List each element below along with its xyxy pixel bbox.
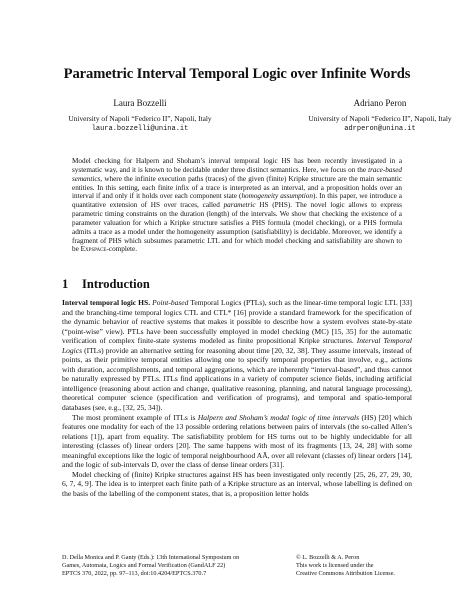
section-heading: [62, 277, 412, 292]
section-title: Introduction: [82, 277, 150, 291]
body-paragraph: The most prominent example of ITLs is Halpern and Shoham’s modal logic of time intervals (HS) [20] which features one modality for each of the 13 possible ordering relations between pairs of intervals (the so-called Allen’s relations [1]), apart from equality. The satisfiability problem for HS turns out to be highly undecidable for all interesting (classes of) linear orders [20]. The same happens with most of its fragments [13, 24, 28] with some meaningful exceptions like the logic of temporal neighbourhood AĀ, over all relevant (classes of) linear orders [14], and the logic of sub-intervals D, over the class of dense linear orders [31].: [62, 412, 412, 470]
author-email: laura.bozzelli@unina.it: [91, 125, 189, 133]
author-name: Adriano Peron: [353, 98, 407, 108]
author-block-2: [260, 98, 474, 135]
paper-title: Parametric Interval Temporal Logic over Infinite Words: [63, 66, 411, 82]
author-email: adrperon@unina.it: [344, 125, 416, 133]
footer-publication-info: D. Della Monica and P. Ganty (Eds.): 13th International Symposium on Games, Automata, Logics and Formal Verification (GandALF 22) EPTCS 370, 2022, pp. 97–113, doi:10.4204/EPTCS.370.7: [62, 554, 240, 577]
author-name: Laura Bozzelli: [113, 98, 167, 108]
body-paragraph: Model checking of (finite) Kripke structures against HS has been investigated only recently [25, 26, 27, 29, 30, 6, 7, 4, 9]. The idea is to interpret each finite path of a Kripke structure as an interval, whose labelling is defined on the basis of the labelling of the component states, that is, a proposition letter holds: [62, 469, 412, 498]
body-paragraph: Interval temporal logic HS. Point-based Temporal Logics (PTLs), such as the linear-time temporal logic LTL [33] and the branching-time temporal logics CTL and CTL* [16] provide a standard framework for the specification of the dynamic behavior of reactive systems that makes it possible to describe how a system evolves state-by-state (“point-wise” view). PTLs have been successfully employed in model checking (MC) [15, 35] for the automatic verification of complex finite-state systems modeled as finite propositional Kripke structures. Interval Temporal Logics (ITLs) provide an alternative setting for reasoning about time [20, 32, 38]. They assume intervals, instead of points, as their primitive temporal entities allowing one to specify temporal properties that involve, e.g., actions with duration, accomplishments, and temporal aggregations, which are inherently “interval-based”, and thus cannot be naturally expressed by PTLs. ITLs find applications in a variety of computer science fields, including artificial intelligence (reasoning about action and change, qualitative reasoning, planning, and natural language processing), theoretical computer science (specification and verification of programs), and temporal and spatio-temporal databases (see, e.g., [32, 25, 34]).: [62, 298, 412, 413]
section-number: 1: [62, 277, 69, 291]
abstract: [72, 157, 402, 254]
author-affiliation: University of Napoli “Federico II”, Napoli, Italy: [68, 114, 212, 123]
body-text: [62, 298, 412, 498]
author-affiliation: University of Napoli “Federico II”, Napoli, Italy: [308, 114, 452, 123]
author-block-1: [20, 98, 260, 135]
footer-license: © L. Bozzelli & A. Peron This work is licensed under the Creative Commons Attribution License.: [296, 554, 395, 577]
abstract-paragraph: Model checking for Halpern and Shoham’s interval temporal logic HS has been recently investigated in a systematic way, and it is known to be decidable under three distinct semantics. Here, we focus on the trace-based semantics, where the infinite execution paths (traces) of the given (finite) Kripke structure are the main semantic entities. In this setting, each finite infix of a trace is interpreted as an interval, and a proposition holds over an interval if and only if it holds over each component state (homogeneity assumption). In this paper, we introduce a quantitative extension of HS over traces, called parametric HS (PHS). The novel logic allows to express parametric timing constraints on the duration (length) of the intervals. We show that checking the existence of a parameter valuation for which a Kripke structure satisfies a PHS formula (model checking), or a PHS formula admits a trace as a model under the homogeneity assumption (satisfiability) is decidable. Moreover, we identify a fragment of PHS which subsumes parametric LTL and for which model checking and satisfiability are shown to be Expspace-complete.: [72, 157, 403, 254]
